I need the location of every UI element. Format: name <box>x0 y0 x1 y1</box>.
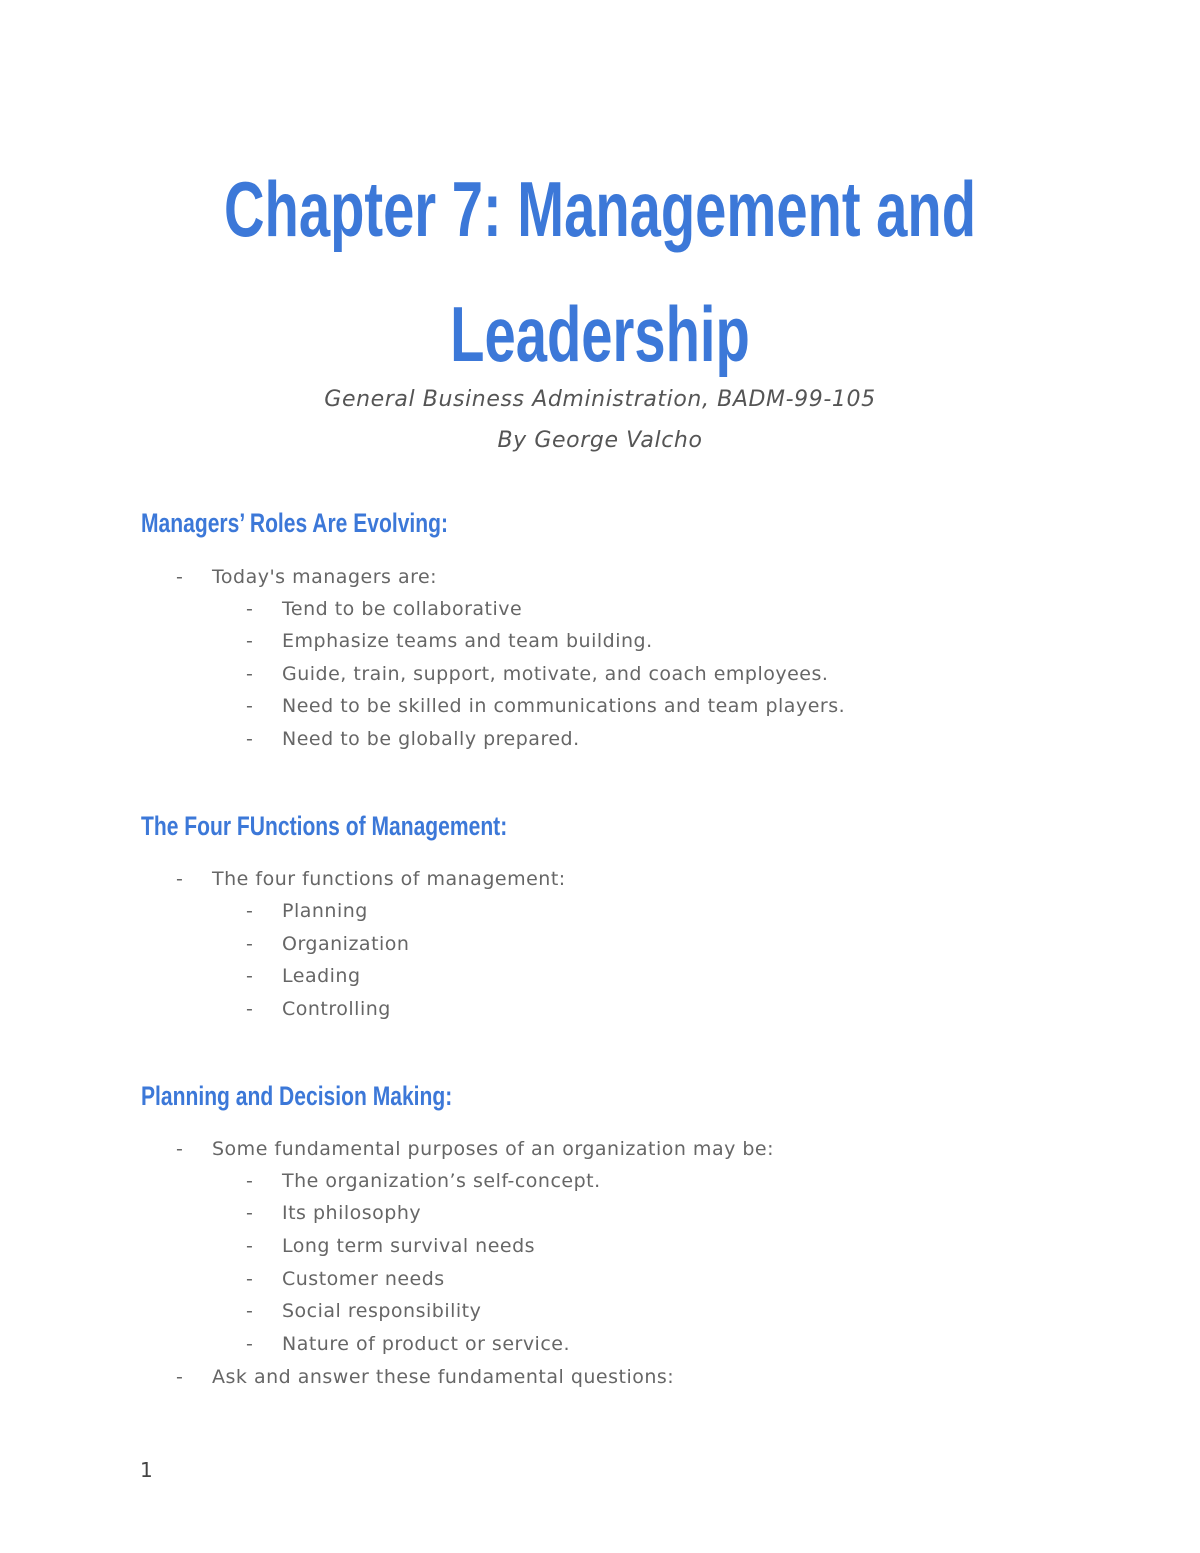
bullet-dash: - <box>246 1333 254 1355</box>
bullet-dash: - <box>246 630 254 652</box>
list-item-text: Leading <box>282 965 361 987</box>
list-item-text: Need to be skilled in communications and team players. <box>282 695 846 717</box>
list-item-text: Need to be globally prepared. <box>282 728 580 750</box>
bullet-dash: - <box>246 965 254 987</box>
bullet-dash: - <box>246 933 254 955</box>
document-title-line-2: Leadership <box>450 290 750 378</box>
bullet-dash: - <box>176 1138 184 1160</box>
bullet-dash: - <box>246 1268 254 1290</box>
section-heading-four-functions: The Four FUnctions of Management: <box>141 811 508 841</box>
section-heading-managers-roles: Managers’ Roles Are Evolving: <box>141 508 449 538</box>
list-item-text: Long term survival needs <box>282 1235 536 1257</box>
list-item-text: The four functions of management: <box>212 868 566 890</box>
list-item-text: Ask and answer these fundamental questions: <box>212 1366 675 1388</box>
list-item-text: Today's managers are: <box>212 566 438 588</box>
bullet-dash: - <box>176 1366 184 1388</box>
list-item-text: Emphasize teams and team building. <box>282 630 653 652</box>
bullet-dash: - <box>246 1202 254 1224</box>
section-heading-planning: Planning and Decision Making: <box>141 1081 453 1111</box>
list-item-text: Some fundamental purposes of an organization may be: <box>212 1138 775 1160</box>
bullet-dash: - <box>246 1300 254 1322</box>
bullet-dash: - <box>246 695 254 717</box>
list-item-text: Organization <box>282 933 410 955</box>
bullet-dash: - <box>176 566 184 588</box>
list-item-text: Controlling <box>282 998 391 1020</box>
bullet-dash: - <box>246 598 254 620</box>
bullet-dash: - <box>246 1235 254 1257</box>
list-item-text: Nature of product or service. <box>282 1333 571 1355</box>
bullet-dash: - <box>246 998 254 1020</box>
bullet-dash: - <box>246 728 254 750</box>
author-byline: By George Valcho <box>497 428 703 453</box>
list-item-text: Social responsibility <box>282 1300 482 1322</box>
list-item-text: The organization’s self-concept. <box>282 1170 601 1192</box>
list-item-text: Tend to be collaborative <box>282 598 523 620</box>
list-item-text: Planning <box>282 900 368 922</box>
document-title-line-1: Chapter 7: Management and <box>223 165 977 253</box>
bullet-dash: - <box>246 1170 254 1192</box>
page-number: 1 <box>140 1458 153 1482</box>
list-item-text: Guide, train, support, motivate, and coach employees. <box>282 663 829 685</box>
list-item-text: Its philosophy <box>282 1202 422 1224</box>
bullet-dash: - <box>176 868 184 890</box>
course-subtitle: General Business Administration, BADM-99-105 <box>324 387 876 412</box>
bullet-dash: - <box>246 663 254 685</box>
bullet-dash: - <box>246 900 254 922</box>
list-item-text: Customer needs <box>282 1268 445 1290</box>
